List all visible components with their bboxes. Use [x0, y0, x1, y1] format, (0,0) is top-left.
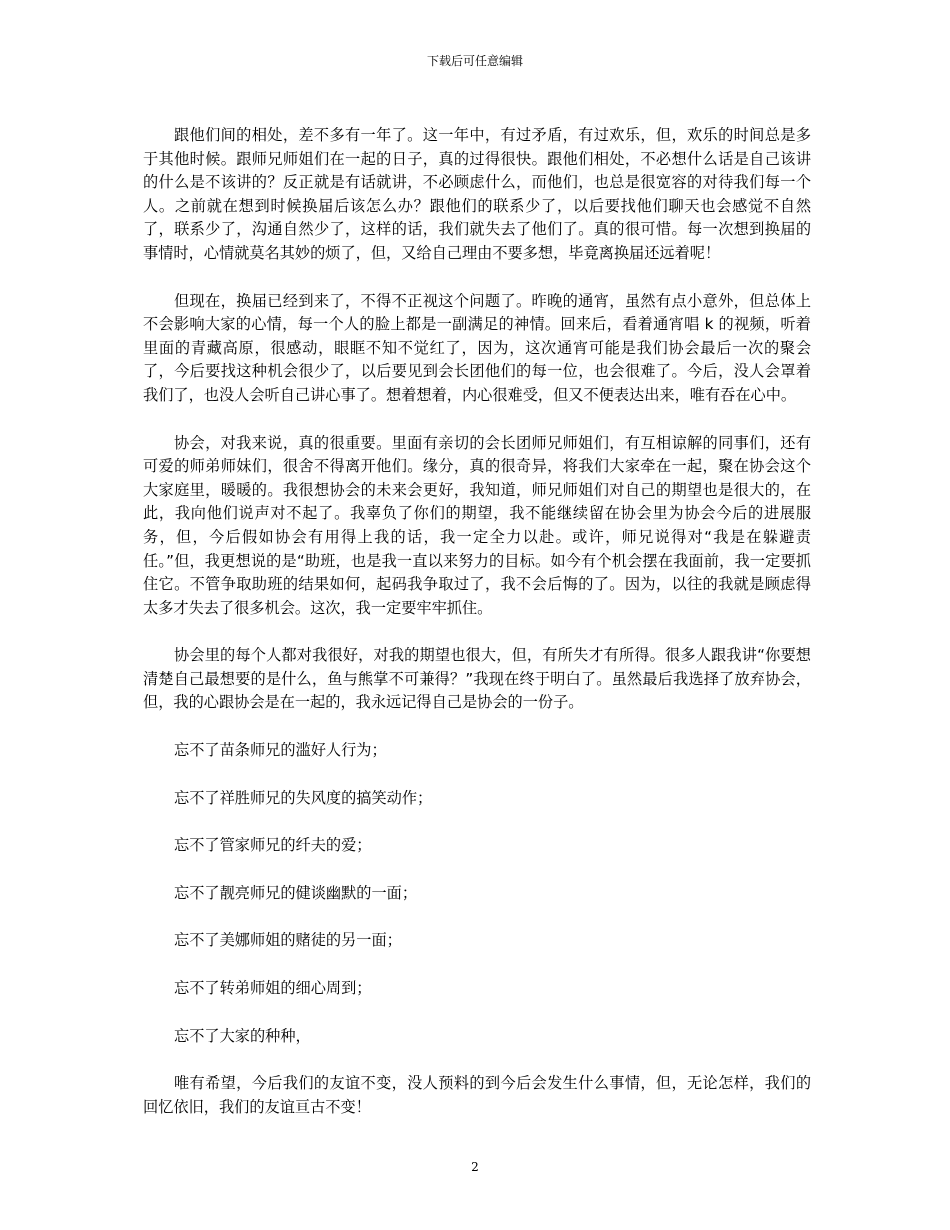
memory-line-7: 忘不了大家的种种，	[174, 1026, 311, 1045]
memory-line-1: 忘不了苗条师兄的滥好人行为；	[174, 741, 387, 760]
paragraph-1: 跟他们间的相处，差不多有一年了。这一年中，有过矛盾，有过欢乐，但，欢乐的时间总是多于其他时候。跟师兄师姐们在一起的日子，真的过得很快。跟他们相处，不必想什么话是自己该讲的什么是不该讲的？反正就是有话就讲，不必顾虑什么，而他们，也总是很宽容的对待我们每一个人。之前就在想到时候换届后该怎么办？跟他们的联系少了，以后要找他们聊天也会感觉不自然了，联系少了，沟通自然少了，这样的话，我们就失去了他们了。真的很可惜。每一次想到换届的事情时，心情就莫名其妙的烦了，但，又给自己理由不要多想，毕竟离换届还远着呢！	[143, 126, 811, 262]
closing-paragraph: 唯有希望，今后我们的友谊不变，没人预料的到今后会发生什么事情，但，无论怎样，我们的回忆依旧，我们的友谊亘古不变！	[143, 1074, 811, 1116]
memory-line-5: 忘不了美娜师姐的赌徒的另一面；	[174, 931, 402, 950]
memory-line-4: 忘不了靓亮师兄的健谈幽默的一面；	[174, 883, 417, 902]
memory-line-3: 忘不了管家师兄的纤夫的爱；	[174, 836, 372, 855]
paragraph-4: 协会里的每个人都对我很好，对我的期望也很大，但，有所失才有所得。很多人跟我讲“你要想清楚自己最想要的是什么，鱼与熊掌不可兼得？”我现在终于明白了。虽然最后我选择了放弃协会，但，我的心跟协会是在一起的，我永远记得自己是协会的一份子。	[143, 646, 811, 712]
page-header: 下载后可任意编辑	[426, 54, 523, 68]
document-body	[143, 124, 811, 1143]
memory-line-6: 忘不了转弟师姐的细心周到；	[174, 979, 372, 998]
paragraph-3: 协会，对我来说，真的很重要。里面有亲切的会长团师兄师姐们，有互相谅解的同事们，还有可爱的师弟师妹们，很舍不得离开他们。缘分，真的很奇异，将我们大家牵在一起，聚在协会这个大家庭里，暖暖的。我很想协会的未来会更好，我知道，师兄师姐们对自己的期望也是很大的，在此，我向他们说声对不起了。我辜负了你们的期望，我不能继续留在协会里为协会今后的进展服务，但，今后假如协会有用得上我的话，我一定全力以赴。或许，师兄说得对“我是在躲避责任。”但，我更想说的是“助班，也是我一直以来努力的目标。如今有个机会摆在我面前，我一定要抓住它。不管争取助班的结果如何，起码我争取过了，我不会后悔的了。因为，以往的我就是顾虑得太多才失去了很多机会。这次，我一定要牢牢抓住。	[143, 433, 811, 617]
page-number: 2	[471, 1160, 479, 1174]
paragraph-2: 但现在，换届已经到来了，不得不正视这个问题了。昨晚的通宵，虽然有点小意外，但总体上不会影响大家的心情，每一个人的脸上都是一副满足的神情。回来后，看着通宵唱 k 的视频，听着里面的青藏高原，很感动，眼眶不知不觉红了，因为，这次通宵可能是我们协会最后一次的聚会了，今后要找这种机会很少了，以后要见到会长团他们的每一位，也会很难了。今后，没人会罩着我们了，也没人会听自己讲心事了。想着想着，内心很难受，但又不便表达出来，唯有吞在心中。	[143, 291, 811, 404]
memory-line-2: 忘不了祥胜师兄的失风度的搞笑动作；	[174, 788, 433, 807]
